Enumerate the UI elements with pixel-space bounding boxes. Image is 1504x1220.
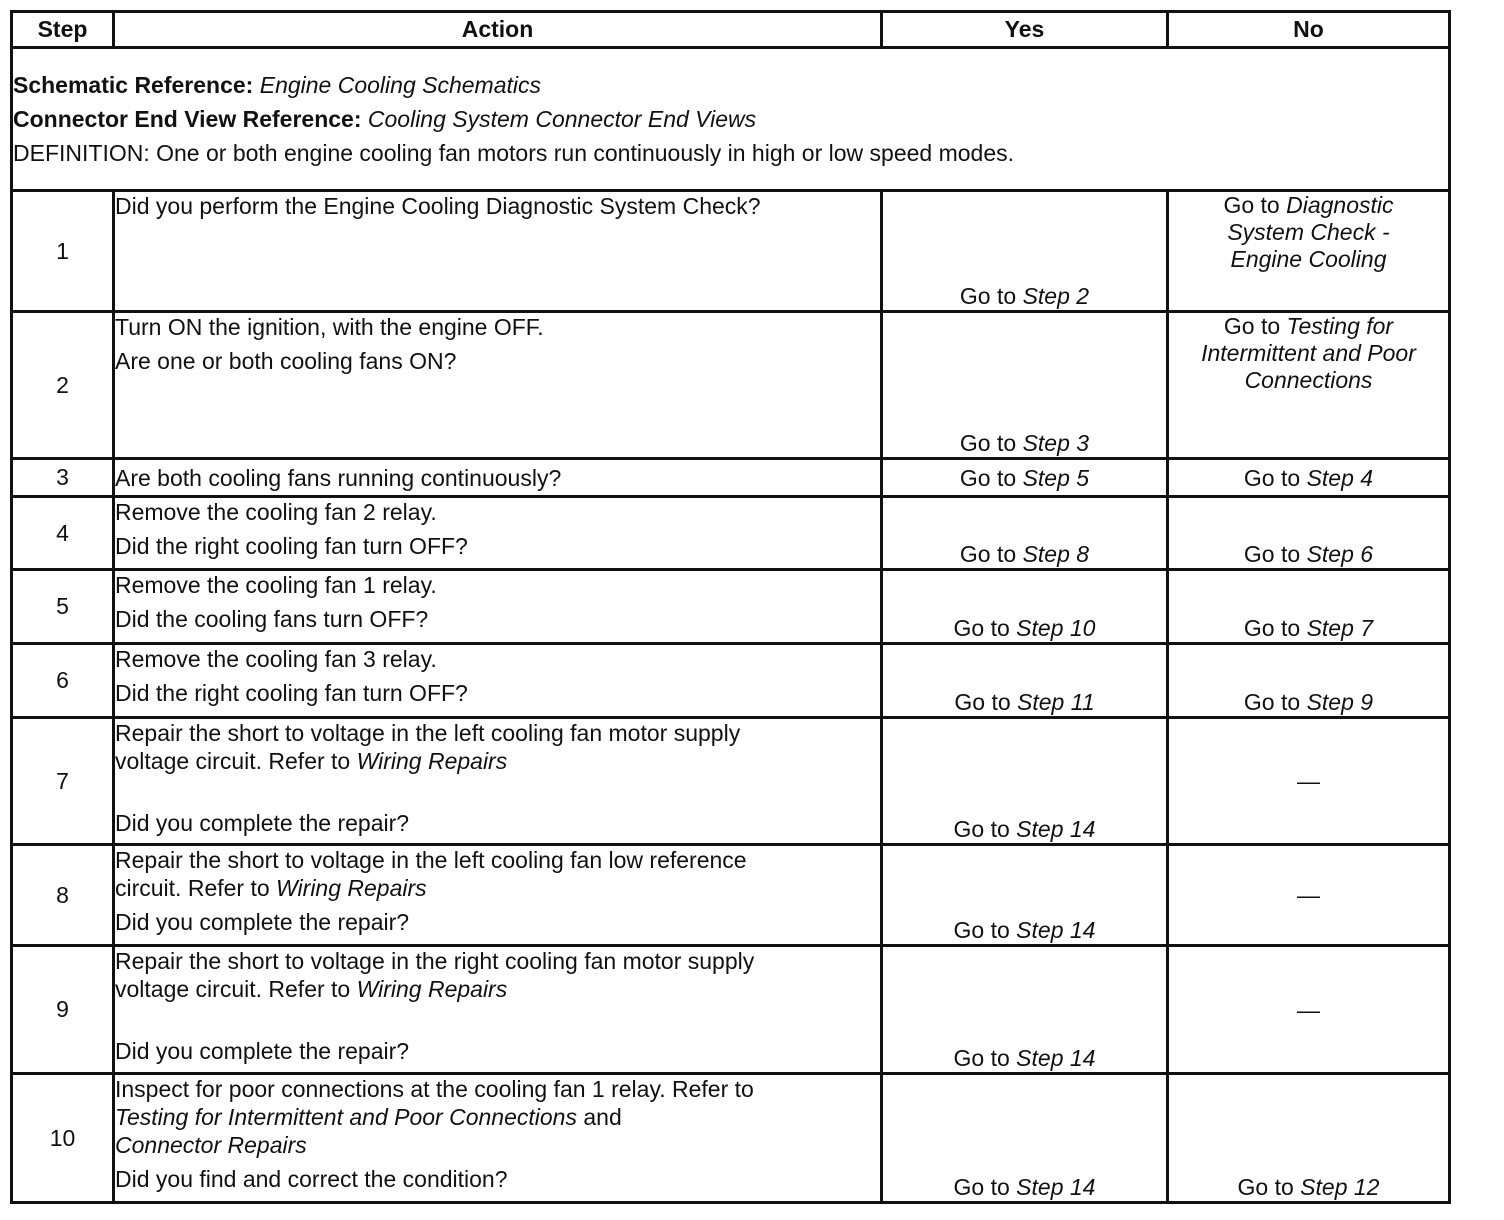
table-row [12, 1074, 1450, 1203]
table-row [12, 718, 1450, 845]
header-action: Action [114, 12, 882, 48]
no-cell: Go to Step 9 [1168, 644, 1450, 718]
table-row [12, 459, 1450, 497]
connector-repairs-link: Connector Repairs [115, 1132, 307, 1158]
header-step: Step [12, 12, 114, 48]
yes-cell: Go to Step 11 [882, 644, 1168, 718]
step-number: 4 [12, 497, 114, 570]
table-row [12, 946, 1450, 1074]
definition-text: DEFINITION: One or both engine cooling fan motors run continuously in high or low speed modes. [13, 140, 1015, 166]
no-cell [1168, 718, 1450, 845]
no-cell: Go to Diagnostic System Check - Engine Cooling [1168, 191, 1450, 312]
no-target: Step 9 [1306, 689, 1374, 715]
yes-target: Step 2 [1022, 283, 1090, 309]
step-number: 3 [12, 459, 114, 497]
yes-cell: Go to Step 5 [882, 459, 1168, 497]
table-row [12, 845, 1450, 946]
no-cell: Go to Step 12 [1168, 1074, 1450, 1203]
connector-reference-link: Cooling System Connector End Views [367, 106, 757, 132]
yes-target: Step 14 [1016, 917, 1096, 943]
no-cell [1168, 946, 1450, 1074]
step-number: 8 [12, 845, 114, 946]
action-cell: Are both cooling fans running continuously? [114, 459, 882, 497]
schematic-reference-link: Engine Cooling Schematics [259, 72, 542, 98]
yes-target: Step 5 [1022, 464, 1090, 491]
table-row [12, 312, 1450, 459]
yes-target: Step 10 [1016, 615, 1096, 641]
no-cell [1168, 845, 1450, 946]
table-row [12, 644, 1450, 718]
wiring-repairs-link: Wiring Repairs [356, 976, 508, 1002]
schematic-reference: Schematic Reference: Engine Cooling Schematics [13, 72, 542, 98]
action-cell: Remove the cooling fan 1 relay. Did the cooling fans turn OFF? [114, 570, 882, 644]
no-target: Diagnostic [1286, 192, 1394, 218]
intro-row [12, 48, 1450, 191]
yes-cell: Go to Step 14 [882, 946, 1168, 1074]
step-number: 6 [12, 644, 114, 718]
yes-cell: Go to Step 14 [882, 718, 1168, 845]
table-row [12, 191, 1450, 312]
yes-cell: Go to Step 14 [882, 845, 1168, 946]
step-number: 1 [12, 191, 114, 312]
header-no: No [1168, 12, 1450, 48]
header-row [12, 12, 1450, 48]
action-cell: Remove the cooling fan 2 relay. Did the right cooling fan turn OFF? [114, 497, 882, 570]
no-cell: Go to Testing for Intermittent and Poor Connections [1168, 312, 1450, 459]
yes-cell: Go to Step 2 [882, 191, 1168, 312]
action-cell: Repair the short to voltage in the left cooling fan motor supply voltage circuit. Refer to Wiring Repairs Did you complete the repair? [114, 718, 882, 845]
no-target: Step 6 [1306, 541, 1374, 567]
step-number: 10 [12, 1074, 114, 1203]
yes-target: Step 14 [1016, 1174, 1096, 1200]
step-number: 2 [12, 312, 114, 459]
no-target: Step 7 [1306, 615, 1374, 641]
yes-cell: Go to Step 8 [882, 497, 1168, 570]
action-cell: Did you perform the Engine Cooling Diagnostic System Check? [114, 191, 882, 312]
yes-target: Step 3 [1022, 430, 1090, 456]
diagnostic-table [10, 10, 1451, 1204]
no-dash: — [1297, 768, 1320, 794]
action-cell: Turn ON the ignition, with the engine OFF. Are one or both cooling fans ON? [114, 312, 882, 459]
connector-reference: Connector End View Reference: Cooling System Connector End Views [13, 106, 757, 132]
yes-target: Step 14 [1016, 816, 1096, 842]
step-number: 5 [12, 570, 114, 644]
wiring-repairs-link: Wiring Repairs [356, 748, 508, 774]
yes-cell: Go to Step 10 [882, 570, 1168, 644]
yes-cell: Go to Step 3 [882, 312, 1168, 459]
yes-target: Step 11 [1017, 689, 1095, 715]
table-row [12, 570, 1450, 644]
no-target: Step 12 [1300, 1174, 1380, 1200]
action-cell: Remove the cooling fan 3 relay. Did the right cooling fan turn OFF? [114, 644, 882, 718]
testing-intermittent-link: Testing for Intermittent and Poor Connections [115, 1104, 577, 1130]
wiring-repairs-link: Wiring Repairs [276, 875, 427, 901]
no-cell: Go to Step 7 [1168, 570, 1450, 644]
no-target: Step 4 [1306, 464, 1374, 491]
no-dash: — [1297, 996, 1320, 1023]
action-cell: Inspect for poor connections at the cooling fan 1 relay. Refer to Testing for Intermittent and Poor Connections and Connector Repairs Did you find and correct the condition? [114, 1074, 882, 1203]
action-cell: Repair the short to voltage in the left cooling fan low reference circuit. Refer to Wiring Repairs Did you complete the repair? [114, 845, 882, 946]
yes-target: Step 14 [1016, 1045, 1096, 1071]
action-cell: Repair the short to voltage in the right cooling fan motor supply voltage circuit. Refer to Wiring Repairs Did you complete the repair? [114, 946, 882, 1074]
no-dash: — [1297, 882, 1320, 908]
table-row [12, 497, 1450, 570]
step-number: 7 [12, 718, 114, 845]
header-yes: Yes [882, 12, 1168, 48]
intro-cell [12, 48, 1450, 191]
yes-cell: Go to Step 14 [882, 1074, 1168, 1203]
yes-target: Step 8 [1022, 541, 1090, 567]
no-cell: Go to Step 6 [1168, 497, 1450, 570]
no-target: Testing for [1286, 313, 1394, 339]
no-cell: Go to Step 4 [1168, 459, 1450, 497]
step-number: 9 [12, 946, 114, 1074]
